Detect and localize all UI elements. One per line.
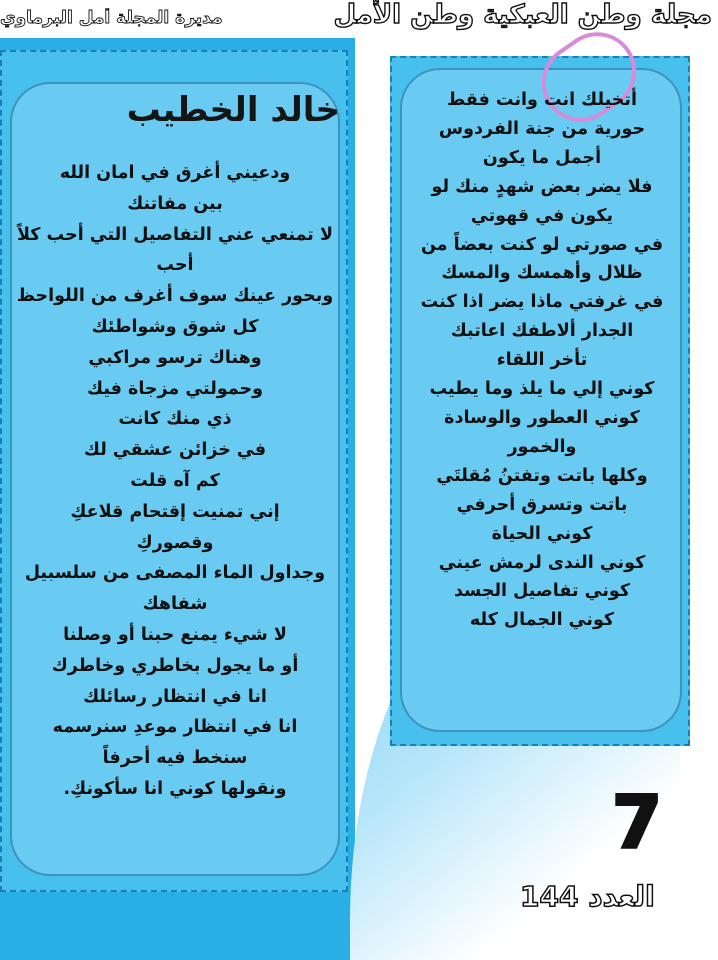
- poem-line: أجمل ما يكون: [482, 147, 602, 168]
- poem-line: لا تمنعي عني التفاصيل التي أحب كلاً: [17, 224, 333, 245]
- poem-line: وقصوركِ: [136, 532, 214, 553]
- poem-line: انا في انتظار موعدِ سنرسمه: [52, 717, 298, 738]
- poem-line: كوني الندى لرمش عيني: [438, 552, 646, 573]
- poem-line: ودعيني أغرق في امان الله: [59, 163, 291, 183]
- poem-line: إني تمنيت إقتحام قلاعكِ: [70, 501, 280, 522]
- poem-line: وهناك ترسو مراكبي: [88, 347, 262, 368]
- poem-line: كوني الجمال كله: [469, 610, 615, 631]
- poem-line: كوني العطور والوسادة: [444, 407, 640, 428]
- poem-line: شفاهك: [142, 594, 208, 615]
- poem-line: وجداول الماء المصفى من سلسبيل: [24, 563, 326, 584]
- poem-line: فلا يضر بعض شهدٍ منك لو: [431, 176, 653, 197]
- poem-line: ونقولها كوني انا سأكونكِ.: [63, 778, 287, 799]
- poem-line: في غرفتي ماذا يضر اذا كنت: [420, 292, 664, 313]
- poem-left-column: [0, 158, 350, 805]
- poem-line: لا شيء يمنع حبنا أو وصلنا: [63, 624, 287, 645]
- page-number: 7: [612, 780, 663, 864]
- magazine-title: مجلة وطن العبكية وطن الأمل: [333, 0, 712, 30]
- poem-author: خالد الخطيب: [126, 90, 340, 130]
- poem-line: كوني الحياة: [491, 523, 593, 544]
- poem-line: أحب: [156, 255, 194, 276]
- poem-line: والخمور: [507, 436, 577, 457]
- poem-line: وكلها باتت وتفتنُ مُقلتَي: [436, 465, 648, 486]
- poem-line: حورية من جنة الفردوس: [438, 118, 646, 139]
- poem-line: أو ما يجول بخاطري وخاطرك: [51, 655, 299, 676]
- poem-line: ظلال وأهمسك والمسك: [441, 263, 643, 284]
- issue-number: العدد 144: [520, 880, 655, 913]
- poem-line: كوني تفاصيل الجسد: [453, 581, 631, 602]
- poem-line: كم آه قلت: [130, 470, 220, 491]
- poem-line: باتت وتسرق أحرفي: [456, 494, 628, 515]
- poem-line: أتخيلك انت وانت فقط: [447, 90, 637, 110]
- poem-line: يكون في قهوتي: [470, 205, 614, 226]
- poem-line: وبحور عينك سوف أغرف من اللواحظ: [16, 286, 334, 307]
- poem-line: في خزائن عشقي لك: [83, 440, 267, 461]
- poem-line: بين مفاتنك: [127, 193, 223, 214]
- poem-line: سنخط فيه أحرفاً: [102, 748, 248, 769]
- poem-right-column: [392, 86, 692, 635]
- poem-line: كل شوق وشواطئك: [91, 316, 259, 337]
- poem-line: في صورتي لو كنت بعضاً من: [420, 234, 664, 255]
- poem-line: تأخر اللقاء: [496, 350, 588, 371]
- poem-line: كوني إلي ما يلذ وما يطيب: [429, 379, 655, 400]
- poem-line: الجدار ألاطفك اعاتبك: [450, 321, 634, 342]
- poem-line: ذي منك كانت: [118, 409, 232, 430]
- poem-line: انا في انتظار رسائلك: [83, 686, 267, 707]
- header-bar: [0, 0, 718, 38]
- editor-credit: مديرة المجلة أمل البرماوي: [0, 8, 223, 28]
- poem-line: وحمولتي مزجاة فيك: [87, 378, 263, 399]
